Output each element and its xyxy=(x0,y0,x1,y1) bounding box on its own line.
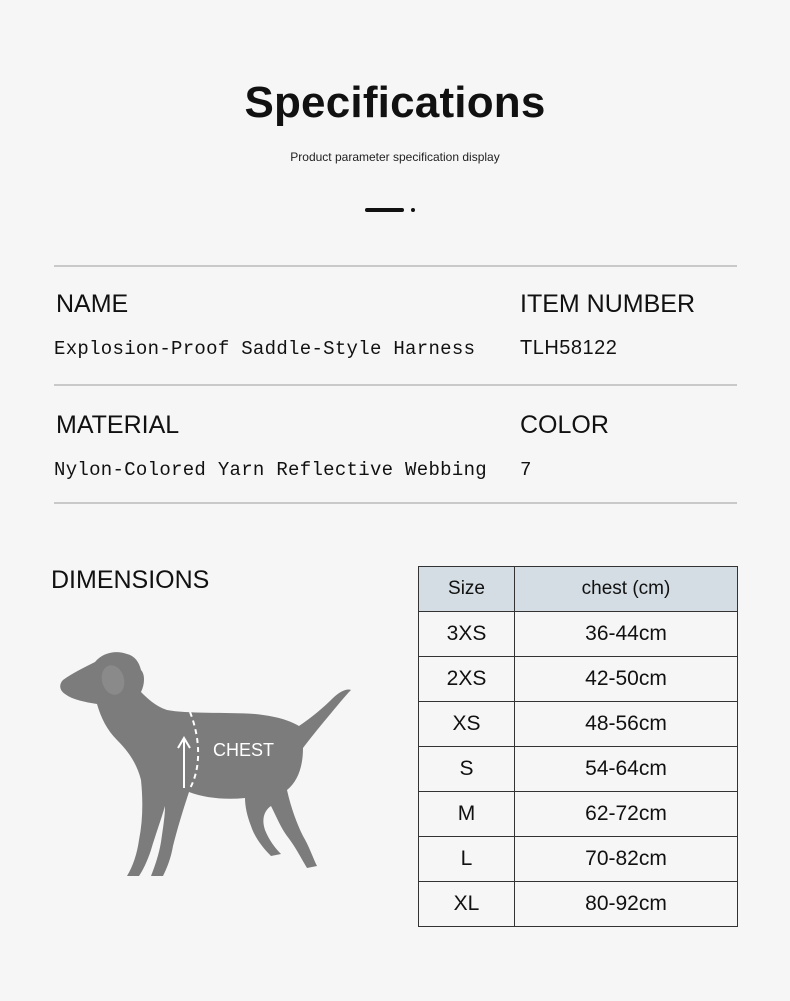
color-value: 7 xyxy=(520,459,532,481)
chest-label: CHEST xyxy=(213,740,275,760)
chest-cell: 62-72cm xyxy=(515,792,738,837)
chest-column-header: chest (cm) xyxy=(515,567,738,612)
material-label: MATERIAL xyxy=(56,411,180,439)
chest-cell: 36-44cm xyxy=(515,612,738,657)
size-cell: S xyxy=(419,747,515,792)
table-row xyxy=(419,612,738,657)
size-cell: 3XS xyxy=(419,612,515,657)
table-row xyxy=(419,747,738,792)
size-cell: M xyxy=(419,792,515,837)
item-number-value: TLH58122 xyxy=(520,337,618,359)
dimensions-label: DIMENSIONS xyxy=(51,566,210,594)
name-label: NAME xyxy=(56,290,129,318)
table-row xyxy=(419,657,738,702)
table-row xyxy=(419,837,738,882)
size-column-header: Size xyxy=(419,567,515,612)
page-title: Specifications xyxy=(244,78,546,127)
size-cell: L xyxy=(419,837,515,882)
decorative-dash xyxy=(365,208,404,212)
chest-cell: 54-64cm xyxy=(515,747,738,792)
table-row xyxy=(419,792,738,837)
dog-silhouette-icon xyxy=(55,640,355,885)
chest-cell: 80-92cm xyxy=(515,882,738,927)
size-cell: XL xyxy=(419,882,515,927)
size-cell: XS xyxy=(419,702,515,747)
chest-cell: 42-50cm xyxy=(515,657,738,702)
chest-cell: 48-56cm xyxy=(515,702,738,747)
size-chart-table xyxy=(418,566,738,927)
divider xyxy=(54,384,737,386)
divider xyxy=(54,502,737,504)
table-header-row xyxy=(419,567,738,612)
color-label: COLOR xyxy=(520,411,609,439)
divider xyxy=(54,265,737,267)
material-value: Nylon-Colored Yarn Reflective Webbing xyxy=(54,459,487,481)
page-subtitle: Product parameter specification display xyxy=(290,150,500,164)
decorative-dot xyxy=(411,208,415,212)
size-cell: 2XS xyxy=(419,657,515,702)
chest-cell: 70-82cm xyxy=(515,837,738,882)
item-number-label: ITEM NUMBER xyxy=(520,290,695,318)
table-row xyxy=(419,882,738,927)
name-value: Explosion-Proof Saddle-Style Harness xyxy=(54,338,476,360)
table-row xyxy=(419,702,738,747)
